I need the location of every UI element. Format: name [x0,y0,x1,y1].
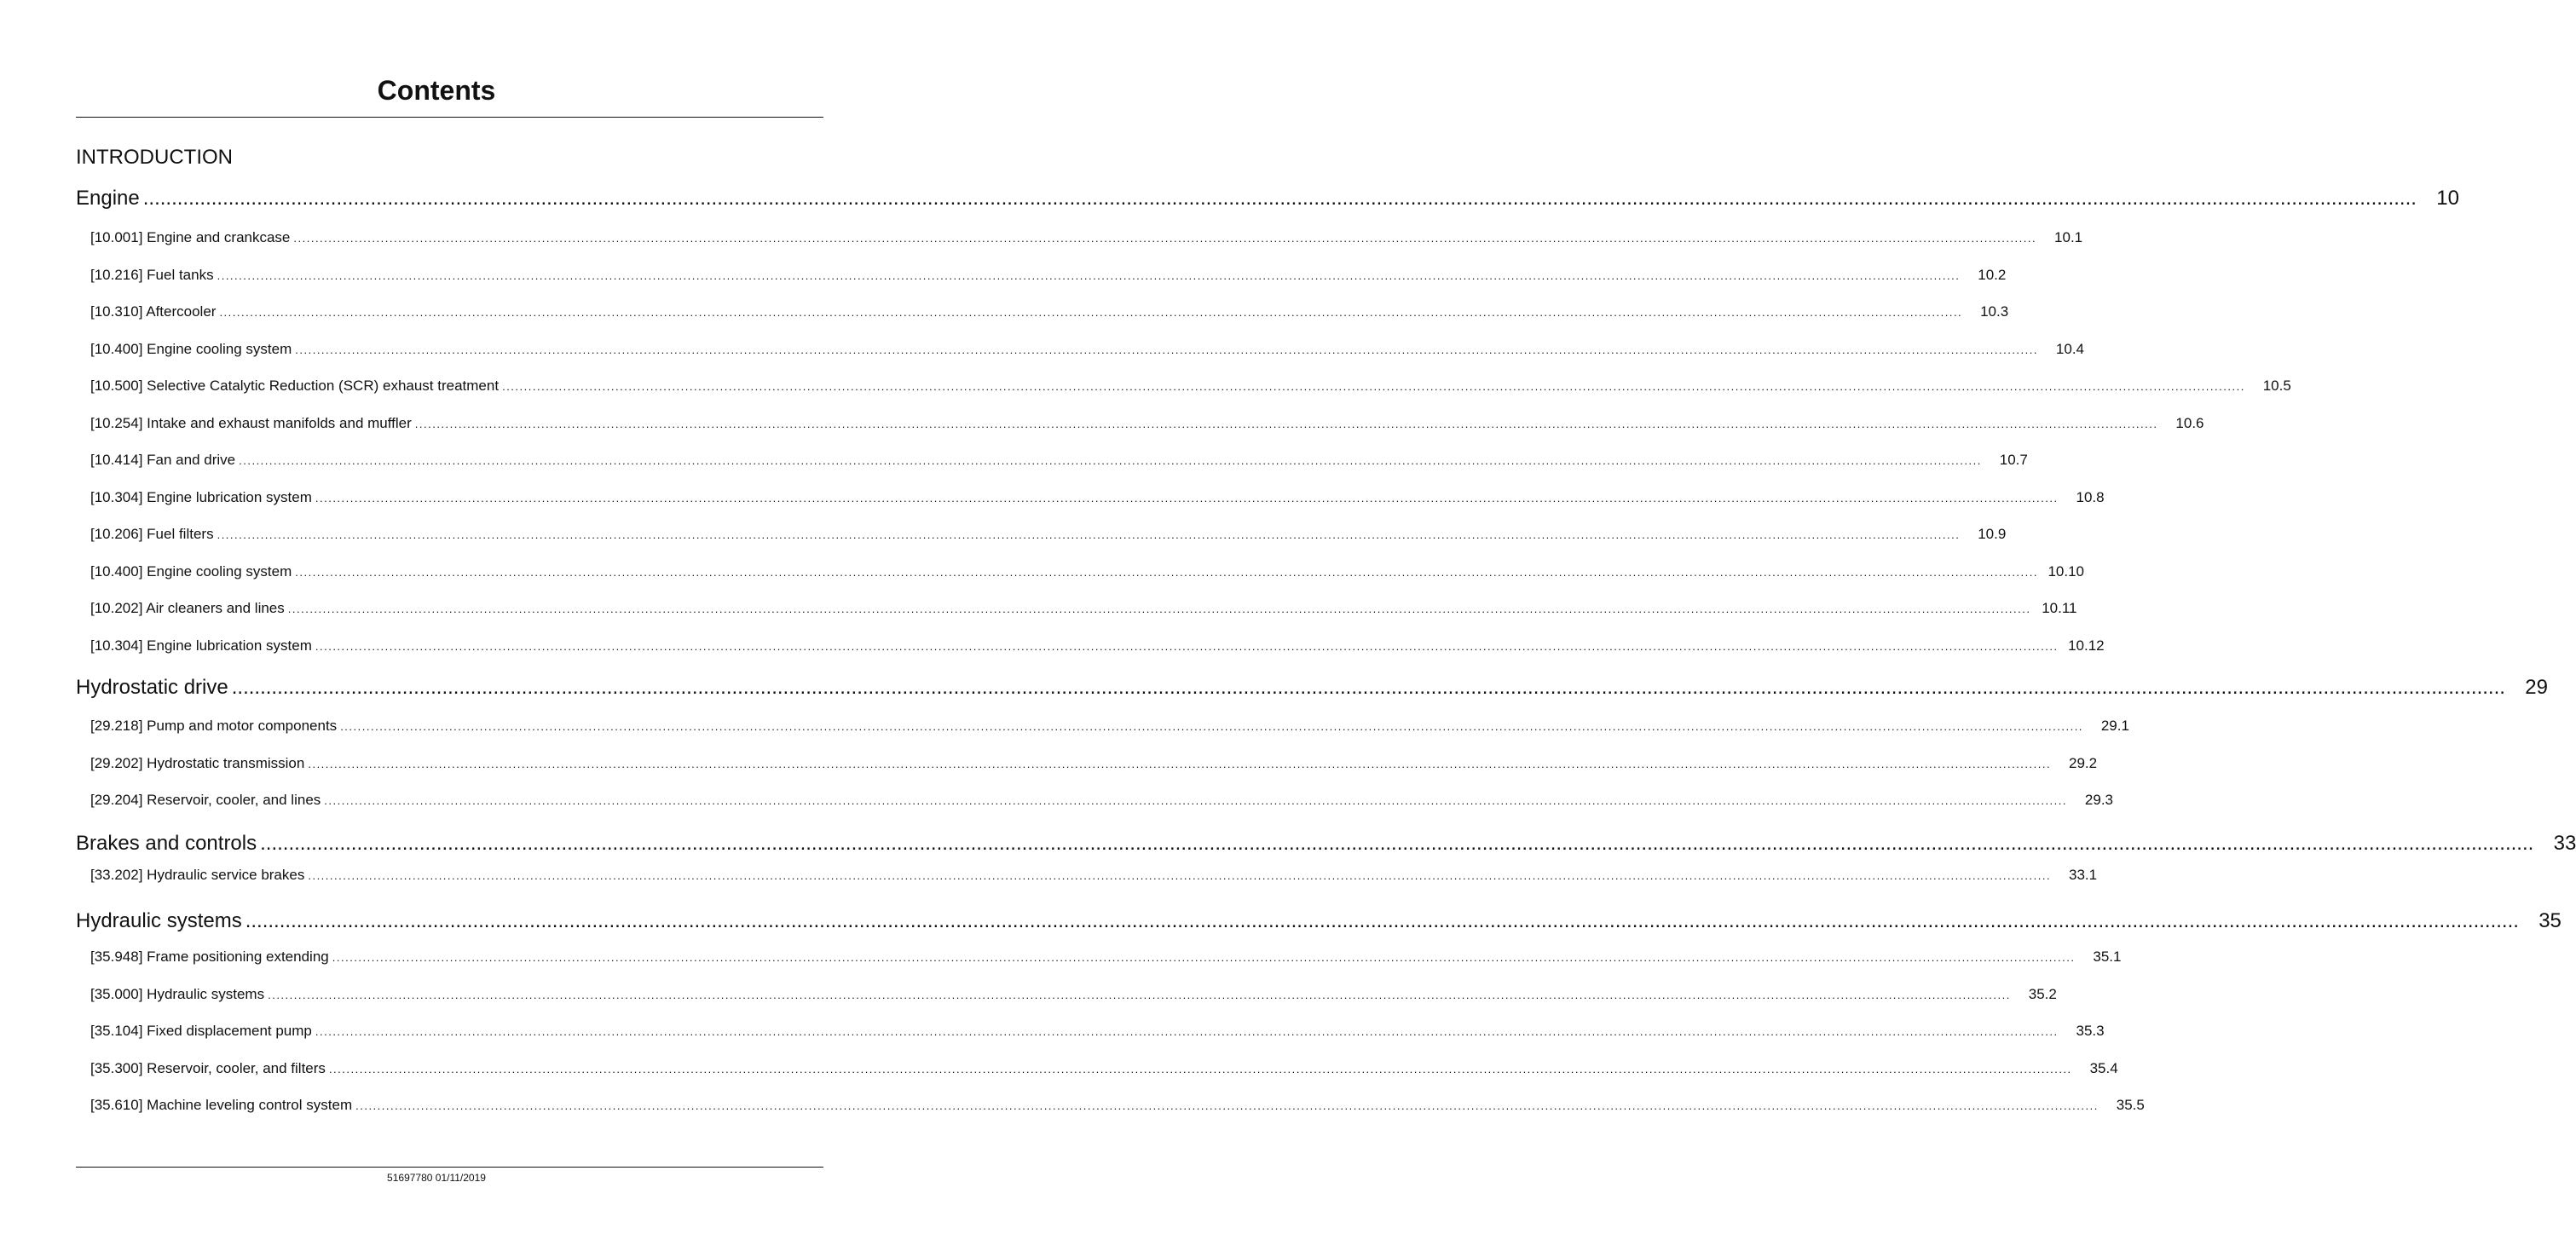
toc-section-page: 29 [2525,676,2548,699]
dot-leader: ................................................................................................................................................................................................................................................................................................................................................................................................................ [287,603,2031,615]
toc-entry[interactable] [90,753,2098,774]
dot-leader: ................................................................................................................................................................................................................................................................................................................................................................................................................ [315,639,2059,653]
toc-entry-label: [10.001] Engine and crankcase [90,229,291,245]
toc-entry-label: [33.202] Hydraulic service brakes [90,867,305,883]
toc-entry-label: [29.204] Reservoir, cooler, and lines [90,792,321,808]
toc-section-title: Brakes and controls [76,832,257,855]
toc-entry[interactable] [90,302,2009,322]
dot-leader: ................................................................................................................................................................................................................................................................................................................................................................................................................ [502,380,2245,393]
toc-section-title: Hydraulic systems [76,909,242,932]
toc-entry-label: [10.304] Engine lubrication system [90,488,312,505]
dot-leader: ................................................................................................................................................................................................................................................................................................................................................................................................................ [324,794,2068,807]
dot-leader: ................................................................................................................................................................................................................................................................................................................................................................................................................ [308,757,2052,770]
toc-entry-page: 10.5 [2262,378,2291,394]
dot-leader: ................................................................................................................................................................................................................................................................................................................................................................................................................ [231,676,2505,699]
toc-entry-label: [10.414] Fan and drive [90,452,236,468]
toc-entry-page: 10.2 [1978,266,2007,283]
toc-entry-label: [35.104] Fixed displacement pump [90,1023,312,1039]
dot-leader: ................................................................................................................................................................................................................................................................................................................................................................................................................ [315,1025,2059,1038]
toc-entry[interactable] [90,1021,2105,1041]
toc-entry[interactable] [90,947,2122,967]
toc-entry-label: [10.500] Selective Catalytic Reduction (SCR) exhaust treatment [90,378,500,394]
dot-leader: ................................................................................................................................................................................................................................................................................................................................................................................................................ [268,988,2011,1001]
dot-leader: ................................................................................................................................................................................................................................................................................................................................................................................................................ [414,417,2158,430]
toc-entry[interactable] [90,562,2084,582]
toc-entry[interactable] [90,487,2105,508]
toc-section-page: 35 [2538,909,2562,932]
toc-entry[interactable] [90,865,2098,885]
toc-entry-page: 10.12 [2068,637,2105,654]
toc-entry-page: 10.4 [2055,340,2084,357]
toc-entry[interactable] [90,984,2057,1005]
toc-entry-label: [10.254] Intake and exhaust manifolds and muffler [90,414,412,431]
footer-divider [76,1167,823,1168]
introduction-heading[interactable]: INTRODUCTION [76,146,233,169]
dot-leader: ................................................................................................................................................................................................................................................................................................................................................................................................................ [295,343,2038,356]
dot-leader: ................................................................................................................................................................................................................................................................................................................................................................................................................ [293,232,2037,245]
toc-entry-page: 29.3 [2084,792,2114,808]
toc-entry-label: [35.610] Machine leveling control system [90,1097,353,1113]
toc-entry[interactable] [90,1058,2118,1079]
toc-entry[interactable] [90,450,2028,470]
toc-entry-page: 10.8 [2076,488,2105,505]
toc-entry-label: [10.216] Fuel tanks [90,266,214,283]
toc-entry[interactable] [90,376,2291,396]
toc-entry-label: [35.300] Reservoir, cooler, and filters [90,1059,326,1076]
dot-leader: ................................................................................................................................................................................................................................................................................................................................................................................................................ [355,1099,2099,1112]
toc-entry[interactable] [90,716,2129,736]
toc-entry-page: 10.6 [2175,414,2204,431]
toc-entry-page: 35.4 [2089,1059,2118,1076]
toc-section[interactable] [76,185,2459,212]
dot-leader: ................................................................................................................................................................................................................................................................................................................................................................................................................ [260,832,2534,855]
toc-entry-label: [10.202] Air cleaners and lines [90,600,285,616]
toc-section[interactable] [76,908,2562,935]
toc-section[interactable] [76,830,2576,857]
toc-entry-label: [35.948] Frame positioning extending [90,949,329,965]
dot-leader: ................................................................................................................................................................................................................................................................................................................................................................................................................ [340,720,2083,733]
footer-doc-id: 51697780 01/11/2019 [387,1172,486,1184]
toc-entry-label: [10.400] Engine cooling system [90,562,292,580]
dot-leader: ................................................................................................................................................................................................................................................................................................................................................................................................................ [295,565,2038,579]
toc-entry[interactable] [90,228,2083,248]
dot-leader: ................................................................................................................................................................................................................................................................................................................................................................................................................ [332,951,2076,964]
toc-section-title: Hydrostatic drive [76,676,228,699]
toc-entry-label: [29.202] Hydrostatic transmission [90,754,305,771]
toc-entry-page: 10.3 [1980,303,2009,320]
dot-leader: ................................................................................................................................................................................................................................................................................................................................................................................................................ [239,454,1982,467]
toc-entry-page: 35.1 [2093,949,2122,965]
toc-entry-page: 29.2 [2068,754,2098,771]
toc-entry[interactable] [90,1095,2145,1116]
dot-leader: ................................................................................................................................................................................................................................................................................................................................................................................................................ [308,869,2052,882]
toc-section-title: Engine [76,187,140,210]
toc-entry[interactable] [90,790,2114,810]
dot-leader: ................................................................................................................................................................................................................................................................................................................................................................................................................ [219,306,1963,319]
dot-leader: ................................................................................................................................................................................................................................................................................................................................................................................................................ [315,491,2059,505]
dot-leader: ................................................................................................................................................................................................................................................................................................................................................................................................................ [142,187,2417,210]
toc-entry-page: 35.2 [2028,985,2057,1002]
toc-entry-page: 33.1 [2068,867,2098,883]
toc-section[interactable] [76,674,2548,701]
dot-leader: ................................................................................................................................................................................................................................................................................................................................................................................................................ [328,1062,2072,1075]
toc-entry-page: 35.3 [2076,1023,2105,1039]
toc-entry-label: [10.304] Engine lubrication system [90,637,312,654]
page-title: Contents [377,75,496,106]
dot-leader: ................................................................................................................................................................................................................................................................................................................................................................................................................ [217,268,1961,282]
toc-entry[interactable] [90,413,2204,434]
toc-entry-page: 10.9 [1978,526,2007,542]
toc-entry-page: 35.5 [2116,1097,2145,1113]
toc-entry-page: 10.1 [2054,229,2083,245]
toc-entry-label: [10.400] Engine cooling system [90,340,292,357]
toc-entry[interactable] [90,598,2077,619]
dot-leader: ................................................................................................................................................................................................................................................................................................................................................................................................................ [217,528,1961,541]
toc-entry-page: 10.11 [2042,600,2077,616]
dot-leader: ................................................................................................................................................................................................................................................................................................................................................................................................................ [245,909,2519,932]
toc-entry[interactable] [90,636,2105,656]
toc-entry-page: 10.10 [2048,562,2084,580]
toc-entry-label: [10.310] Aftercooler [90,303,217,320]
toc-entry[interactable] [90,339,2084,360]
toc-entry-page: 10.7 [1999,452,2028,468]
toc-entry-label: [35.000] Hydraulic systems [90,985,265,1002]
toc-entry-page: 29.1 [2100,718,2129,734]
toc-entry-label: [10.206] Fuel filters [90,526,214,542]
toc-entry[interactable] [90,524,2007,545]
toc-entry-label: [29.218] Pump and motor components [90,718,338,734]
toc-entry[interactable] [90,265,2007,285]
toc-section-page: 33 [2553,832,2576,855]
toc-section-page: 10 [2436,187,2459,210]
